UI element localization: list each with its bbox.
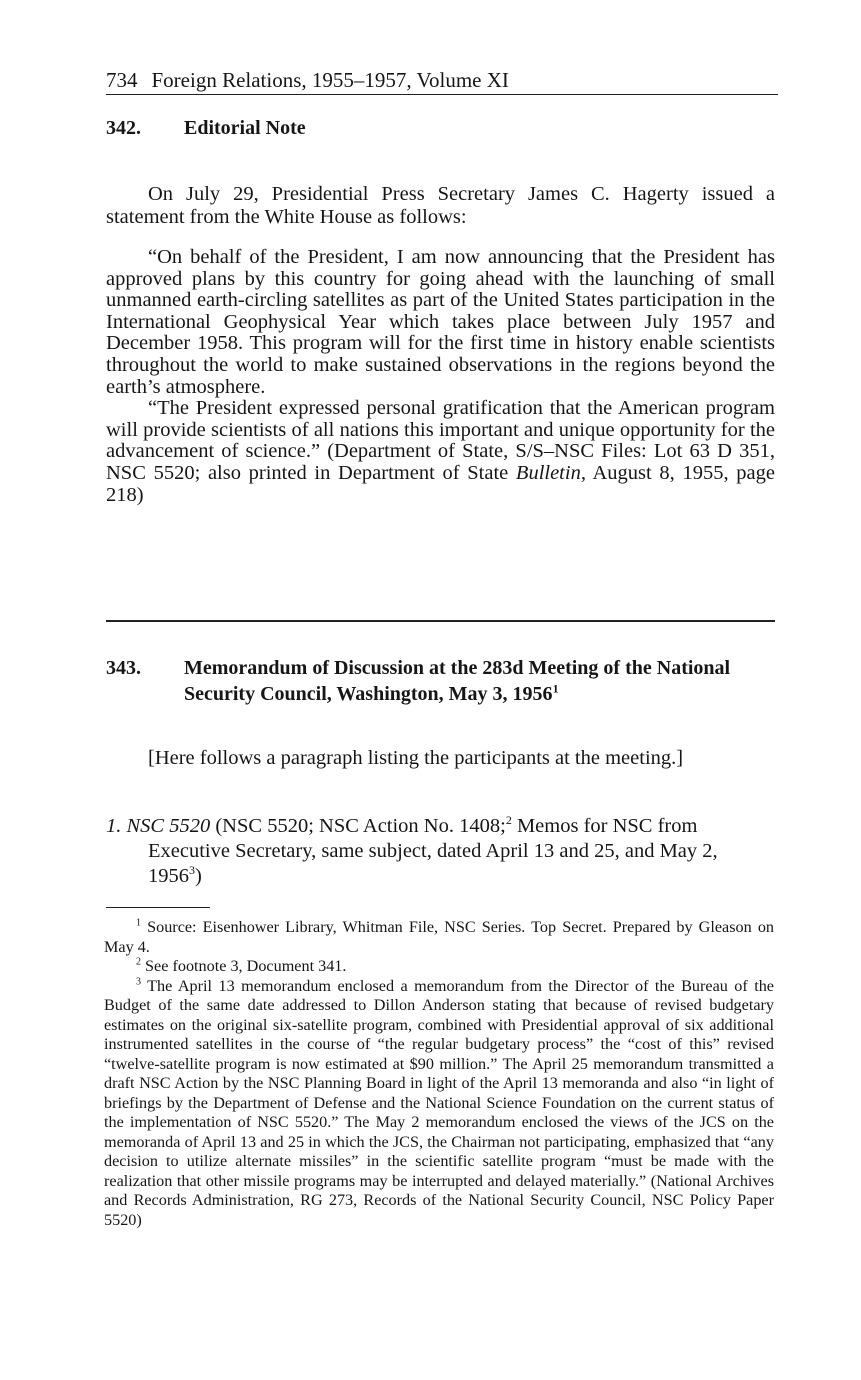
- running-head: [106, 66, 778, 95]
- footnote-mark: 1: [136, 917, 141, 929]
- paragraph: On July 29, Presidential Press Secretary James C. Hagerty issued a statement from the White House as follows:: [106, 183, 775, 228]
- footnote-text: The April 13 memorandum enclosed a memorandum from the Director of the Bureau of the Budget of the same date addressed to Dillon Anderson stating that because of revised budgetary estimates on the original six-satellite program, combined with Presidential approval of six additional instrumented satellites in the course of “the regular budgetary process” the “cost of this” revised “twelve-satellite program is now estimated at $90 million.” The April 25 memorandum transmitted a draft NSC Action by the NSC Planning Board in light of the April 13 memoranda and also “in light of briefings by the Department of Defense and the National Science Foundation on the current status of the implementation of NSC 5520.” The May 2 memorandum enclosed the views of the JCS on the memoranda of April 13 and 25 in which the JCS, the Chairman not participating, emphasized that “any decision to utilize alternate missiles” in the scientific satellite program “must be made with the realization that other missile programs may be interrupted and delayed materially.” (National Archives and Records Administration, RG 273, Records of the National Security Council, NSC Policy Paper 5520): [104, 976, 774, 1229]
- footnote-mark: 3: [136, 976, 141, 988]
- document-number: 342.: [106, 117, 141, 139]
- citation-end: August 8, 1955, page 218): [106, 461, 775, 506]
- footnote-mark: 2: [136, 956, 141, 968]
- footnote: [104, 957, 774, 977]
- paragraph: “On behalf of the President, I am now announcing that the President has approved plans by this country for going ahead with the launching of small unmanned earth-circling satellites as part of the United States participation in the International Geophysical Year which takes place between July 1957 and December 1958. This program will for the first time in history enable scientists throughout the world to make sustained observations in the regions beyond the earth’s atmosphere.: [106, 246, 775, 398]
- footnote-ref: 2: [505, 813, 512, 828]
- footnote: [104, 918, 774, 957]
- document-title-text: Memorandum of Discussion at the 283d Meeting of the National Security Council, Washington, May 3, 1956: [184, 657, 731, 705]
- footnote-ref: 1: [552, 681, 559, 696]
- paragraph: [Here follows a paragraph listing the participants at the meeting.]: [148, 747, 684, 769]
- footnote: [104, 977, 774, 1231]
- document-number: 343.: [106, 657, 141, 679]
- page-number: 734: [106, 68, 138, 92]
- participants-note: [106, 746, 775, 770]
- footnotes: [104, 918, 774, 1230]
- footnote-text: See footnote 3, Document 341.: [145, 957, 347, 975]
- item-text: (NSC 5520; NSC Action No. 1408;: [210, 815, 506, 837]
- item-text: Memos for NSC from Executive Secretary, same subject, dated April 13 and 25, and May 2, 1956: [148, 815, 718, 887]
- document-title: Editorial Note: [184, 117, 306, 139]
- item-label: 1. NSC 5520: [106, 815, 211, 837]
- volume-title: Foreign Relations, 1955–1957, Volume XI: [151, 68, 509, 92]
- document-title: [184, 655, 774, 707]
- section-divider: [106, 620, 775, 622]
- agenda-item: [106, 814, 775, 889]
- item-text: ): [195, 865, 202, 887]
- editorial-note-body: [106, 183, 775, 506]
- paragraph-text: “The President expressed personal gratification that the American program will provide scientists of all nations this important and unique opportunity for the advancement of science.” (Department of State, S/S–NSC Files: Lot 63 D 351, NSC 5520; also printed in Department of State: [106, 397, 775, 484]
- footnote-ref: 3: [189, 863, 195, 878]
- paragraph: [106, 398, 775, 506]
- bulletin-title: Bulletin,: [515, 461, 586, 484]
- footnote-divider: [106, 907, 210, 908]
- footnote-text: Source: Eisenhower Library, Whitman File, NSC Series. Top Secret. Prepared by Gleason on May 4.: [104, 918, 775, 956]
